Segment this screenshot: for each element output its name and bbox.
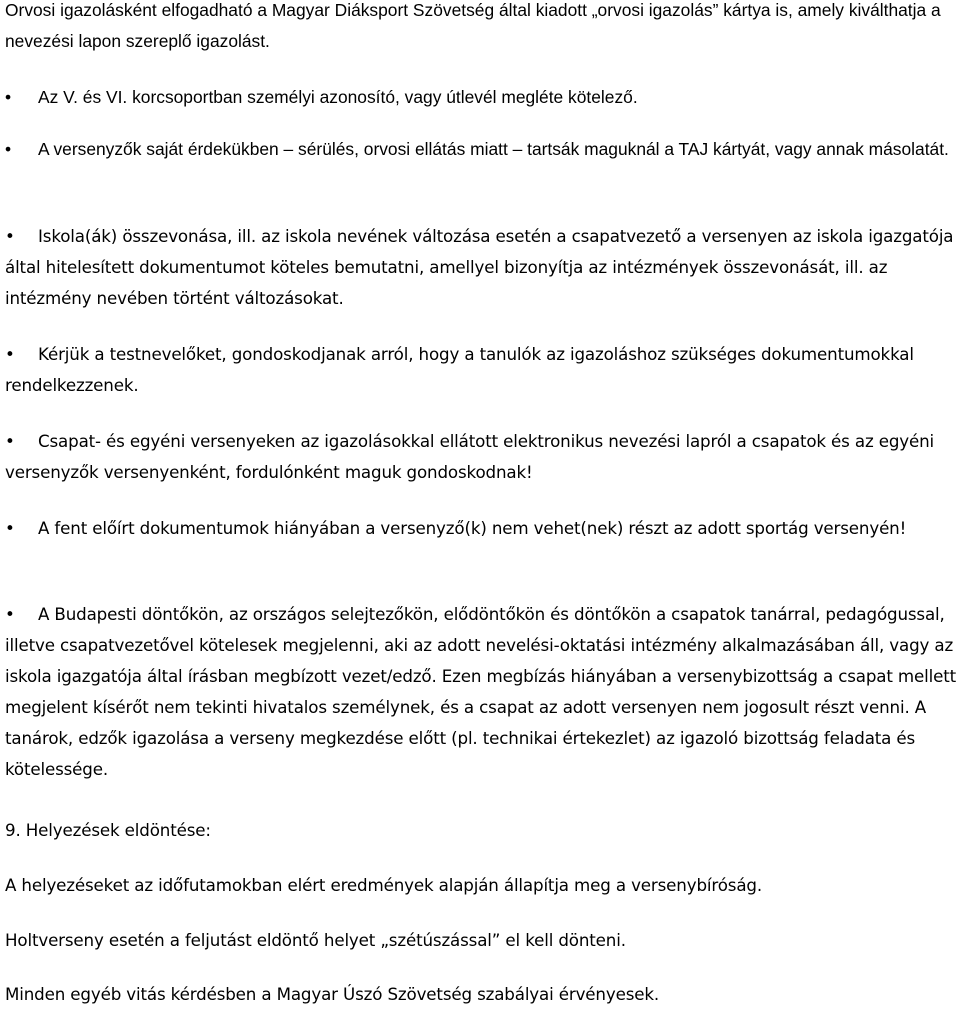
paragraph-text: Holtverseny esetén a feljutást eldöntő helyet „szétúszással” el kell dönteni. bbox=[5, 930, 626, 950]
list-item-text: Csapat- és egyéni versenyeken az igazolásokkal ellátott elektronikus nevezési lapról a csapatok és az egyéni versenyzők versenyenként, fordulónként maguk gondoskodnak! bbox=[5, 431, 935, 482]
paragraph-text: Orvosi igazolásként elfogadható a Magyar Diáksport Szövetség által kiadott „orvosi igazolás” kártya is, amely kiválthatja a nevezési lapon szereplő igazolást. bbox=[5, 0, 941, 51]
list-item-school-merger bbox=[5, 221, 957, 314]
paragraph-text: A helyezéseket az időfutamokban elért eredmények alapján állapítja meg a versenybíróság. bbox=[5, 875, 762, 895]
list-item-teachers-request bbox=[5, 339, 957, 401]
list-item-text: Iskola(ák) összevonása, ill. az iskola nevének változása esetén a csapatvezető a versenyen az iskola igazgatója által hitelesített dokumentumot köteles bemutatni, amellyel bizonyítja az intézmények összevonását, ill. az intézmény nevében történt változásokat. bbox=[5, 226, 954, 308]
list-item-text: A Budapesti döntőkön, az országos selejtezőkön, elődöntőkön és döntőkön a csapatok tanárral, pedagógussal, illetve csapatvezetővel kötelesek megjelenni, aki az adott nevelési-oktatási intézmény alkalmazásában áll, vagy az iskola igazgatója által írásban megbízott vezet/edző. Ezen megbízás hiányában a versenybizottság a csapat mellett megjelent kísérőt nem tekinti hivatalos személynek, és a csapat az adott versenyen nem jogosult részt venni. A tanárok, edzők igazolása a verseny megkezdése előtt (pl. technikai értekezlet) az igazoló bizottság feladata és kötelessége. bbox=[5, 604, 957, 779]
paragraph-text: Minden egyéb vitás kérdésben a Magyar Úszó Szövetség szabályai érvényesek. bbox=[5, 984, 660, 1004]
bullet-marker: • bbox=[5, 87, 12, 107]
paragraph-medical-certificate bbox=[5, 0, 957, 57]
list-item-team-leader bbox=[5, 599, 957, 785]
list-item-taj-card bbox=[5, 134, 957, 165]
bullet-marker: • bbox=[5, 139, 12, 159]
bullet-marker: • bbox=[5, 604, 15, 624]
list-item-text: A fent előírt dokumentumok hiányában a versenyző(k) nem vehet(nek) részt az adott sportág versenyén! bbox=[38, 518, 907, 538]
list-item-id-requirement bbox=[5, 82, 957, 113]
list-item-text: Az V. és VI. korcsoportban személyi azonosító, vagy útlevél megléte kötelező. bbox=[38, 87, 638, 107]
list-item-text: A versenyzők saját érdekükben – sérülés, orvosi ellátás miatt – tartsák maguknál a TAJ kártyát, vagy annak másolatát. bbox=[38, 139, 949, 159]
list-item-missing-documents bbox=[5, 513, 957, 544]
paragraph-placings bbox=[5, 870, 957, 901]
bullet-marker: • bbox=[5, 344, 15, 364]
bullet-marker: • bbox=[5, 431, 15, 451]
paragraph-other-disputes bbox=[5, 979, 957, 1010]
section-heading-text: 9. Helyezések eldöntése: bbox=[5, 820, 211, 840]
bullet-marker: • bbox=[5, 518, 15, 538]
paragraph-tie bbox=[5, 925, 957, 956]
list-item-electronic-entry bbox=[5, 426, 957, 488]
bullet-marker: • bbox=[5, 226, 15, 246]
section-heading bbox=[5, 815, 957, 846]
list-item-text: Kérjük a testnevelőket, gondoskodjanak arról, hogy a tanulók az igazoláshoz szükséges dokumentumokkal rendelkezzenek. bbox=[5, 344, 914, 395]
